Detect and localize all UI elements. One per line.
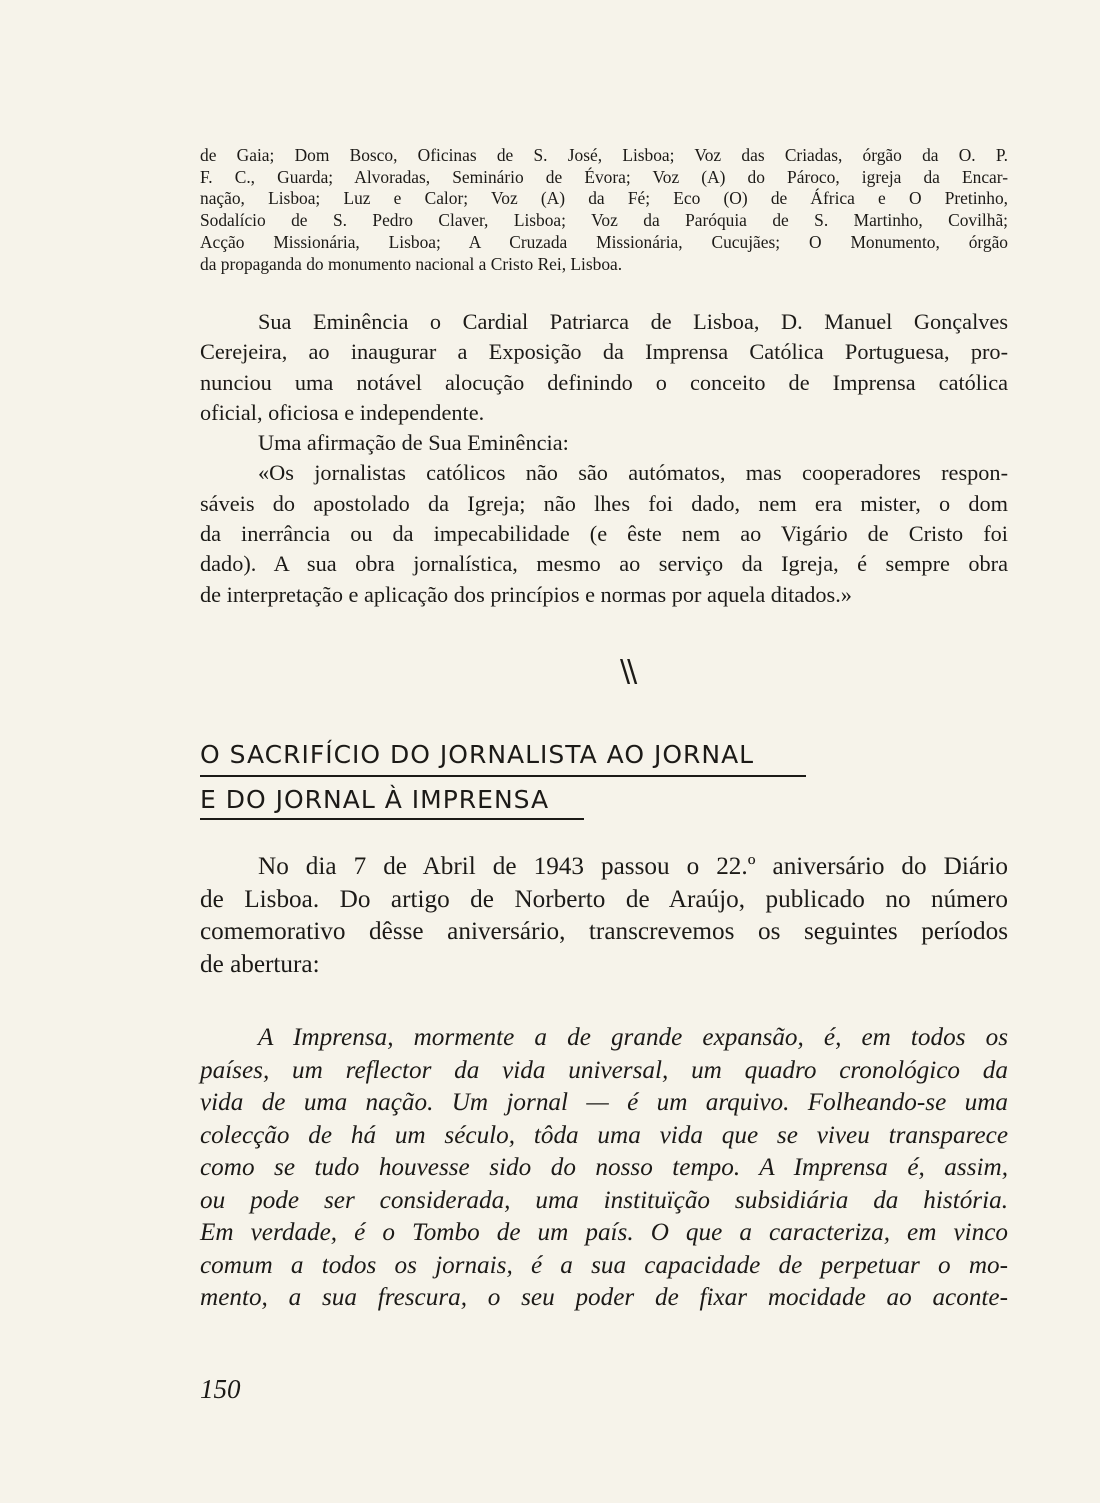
text-line: mento, a sua frescura, o seu poder de fixar mocidade ao aconte- — [200, 1284, 1008, 1311]
text-line: países, um reflector da vida universal, um quadro cronológico da — [200, 1056, 1008, 1084]
text-line: de abertura: — [200, 950, 320, 978]
text-line: Sua Eminência o Cardial Patriarca de Lisboa, D. Manuel Gonçalves — [258, 309, 1008, 334]
text-line: de interpretação e aplicação dos princípios e normas por aquela ditados.» — [200, 581, 852, 607]
paragraph-cardinal-speech — [200, 307, 1008, 610]
text-line: «Os jornalistas católicos não são autómatos, mas cooperadores respon- — [258, 460, 1008, 486]
text-line: Acção Missionária, Lisboa; A Cruzada Missionária, Cucujães; O Monumento, órgão — [200, 231, 1008, 252]
text-line: oficial, oficiosa e independente. — [200, 399, 485, 425]
text-line: Em verdade, é o Tombo de um país. O que a caracteriza, em vinco — [200, 1219, 1008, 1246]
text-line: de Gaia; Dom Bosco, Oficinas de S. José, Lisboa; Voz das Criadas, órgão da O. P. — [200, 145, 1008, 165]
text-line: de Lisboa. Do artigo de Norberto de Araújo, publicado no número — [200, 885, 1008, 913]
page-number: 150 — [200, 1374, 241, 1404]
quoted-article — [200, 1022, 1008, 1315]
section-heading-line-1 — [200, 740, 754, 769]
heading-underline — [200, 775, 806, 777]
section-heading-line-2 — [200, 785, 549, 814]
heading-text: E DO JORNAL À IMPRENSA — [200, 785, 550, 814]
heading-underline — [200, 818, 584, 820]
text-line: comemorativo dêsse aniversário, transcrevemos os seguintes períodos — [200, 918, 1008, 945]
paragraph-anniversary — [200, 851, 1008, 981]
text-line: dado). A sua obra jornalística, mesmo ao serviço da Igreja, é sempre obra — [200, 551, 1008, 577]
paragraph-publications-list — [200, 145, 1008, 275]
text-line: ou pode ser considerada, uma instituïção subsidiária da história. — [200, 1186, 1008, 1214]
text-line: No dia 7 de Abril de 1943 passou o 22.º aniversário do Diário — [258, 853, 1008, 880]
text-line: Sodalício de S. Pedro Claver, Lisboa; Voz da Paróquia de S. Martinho, Covilhã; — [200, 210, 1008, 231]
text-line: como se tudo houvesse sido do nosso tempo. A Imprensa é, assim, — [200, 1154, 1008, 1181]
text-line: da inerrância ou da impecabilidade (e êste nem ao Vigário de Cristo foi — [200, 521, 1008, 547]
text-line: Cerejeira, ao inaugurar a Exposição da Imprensa Católica Portuguesa, pro- — [200, 339, 1008, 365]
heading-text: O SACRIFÍCIO DO JORNALISTA AO JORNAL — [200, 740, 755, 769]
text-line: nação, Lisboa; Luz e Calor; Voz (A) da Fé; Eco (O) de África e O Pretinho, — [200, 188, 1008, 209]
text-line: comum a todos os jornais, é a sua capacidade de perpetuar o mo- — [200, 1251, 1008, 1279]
text-line: F. C., Guarda; Alvoradas, Seminário de Évora; Voz (A) do Pároco, igreja da Encar- — [200, 166, 1008, 187]
text-line: nunciou uma notável alocução definindo o conceito de Imprensa católica — [200, 369, 1008, 395]
text-line: Uma afirmação de Sua Eminência: — [258, 430, 569, 456]
section-separator: \\ — [620, 654, 635, 689]
text-line: A Imprensa, mormente a de grande expansão, é, em todos os — [258, 1024, 1008, 1051]
text-line: da propaganda do monumento nacional a Cristo Rei, Lisboa. — [200, 253, 623, 274]
text-line: colecção de há um século, tôda uma vida que se viveu transparece — [200, 1121, 1008, 1149]
text-line: sáveis do apostolado da Igreja; não lhes foi dado, nem era mister, o dom — [200, 490, 1008, 516]
text-line: vida de uma nação. Um jornal — é um arquivo. Folheando-se uma — [200, 1089, 1008, 1116]
